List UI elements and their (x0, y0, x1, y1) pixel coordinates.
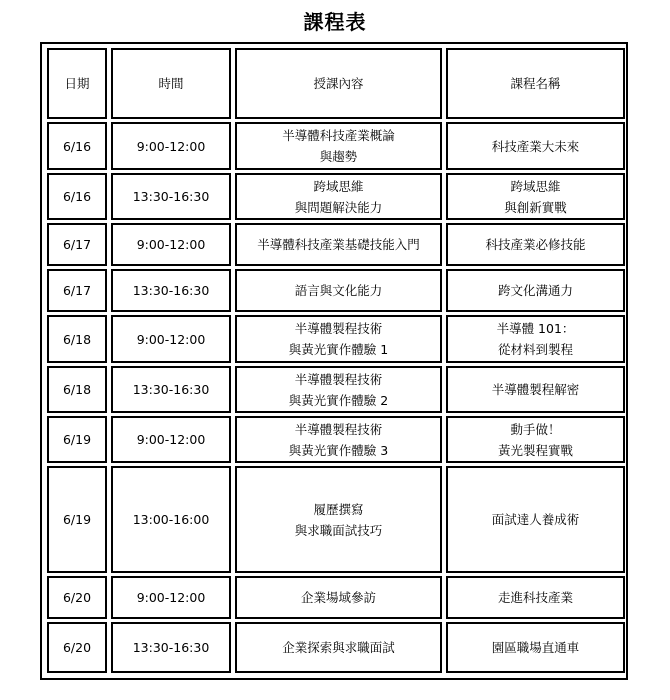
date-cell: 6/19 (47, 466, 107, 573)
table-row (47, 122, 625, 170)
date-cell: 6/18 (47, 315, 107, 363)
header-course: 課程名稱 (446, 48, 625, 119)
table-row (47, 576, 625, 619)
course-cell (446, 223, 625, 266)
course-cell (446, 269, 625, 312)
content-cell-line: 與黃光實作體驗 2 (288, 392, 389, 408)
content-cell-line: 跨域思維 (313, 178, 364, 194)
content-cell-line: 與問題解決能力 (294, 199, 383, 215)
time-cell: 13:30-16:30 (111, 173, 231, 220)
time-cell: 9:00-12:00 (111, 315, 231, 363)
content-cell-line: 與求職面試技巧 (294, 522, 383, 538)
course-cell-line: 面試達人養成術 (491, 512, 580, 527)
date-cell: 6/17 (47, 269, 107, 312)
header-time: 時間 (111, 48, 231, 119)
date-cell: 6/20 (47, 576, 107, 619)
content-cell (235, 315, 442, 363)
time-cell: 13:30-16:30 (111, 269, 231, 312)
table-row (47, 269, 625, 312)
course-cell-line: 跨域思維 (510, 178, 561, 194)
course-cell-line: 科技產業必修技能 (485, 237, 586, 252)
time-cell: 13:30-16:30 (111, 622, 231, 673)
course-cell-line: 與創新實戰 (504, 199, 567, 215)
content-cell-line: 半導體製程技術 (294, 371, 383, 387)
course-cell-line: 從材料到製程 (497, 342, 573, 357)
content-cell-line: 與趨勢 (319, 149, 358, 164)
content-cell-line: 半導體製程技術 (294, 321, 383, 336)
content-cell (235, 416, 442, 463)
date-cell: 6/19 (47, 416, 107, 463)
date-cell: 6/20 (47, 622, 107, 673)
content-cell-line: 半導體科技產業基礎技能入門 (257, 237, 420, 252)
content-cell-line: 企業場域參訪 (300, 590, 376, 605)
header-date: 日期 (47, 48, 107, 119)
course-cell (446, 416, 625, 463)
table-row (47, 315, 625, 363)
date-cell: 6/18 (47, 366, 107, 413)
time-cell: 13:00-16:00 (111, 466, 231, 573)
header-content: 授課內容 (235, 48, 442, 119)
course-cell (446, 576, 625, 619)
content-cell (235, 466, 442, 573)
course-cell-line: 園區職場直通車 (491, 640, 580, 655)
time-cell: 9:00-12:00 (111, 223, 231, 266)
content-cell (235, 173, 442, 220)
time-cell: 9:00-12:00 (111, 416, 231, 463)
date-cell: 6/16 (47, 173, 107, 220)
table-row (47, 366, 625, 413)
course-cell-line: 黃光製程實戰 (497, 442, 573, 458)
course-cell-line: 半導體 101： (496, 321, 575, 336)
table-row (47, 466, 625, 573)
course-cell-line: 跨文化溝通力 (497, 283, 573, 298)
content-cell (235, 122, 442, 170)
header-row (47, 48, 625, 119)
content-cell-line: 與黃光實作體驗 3 (288, 442, 389, 458)
course-cell-line: 走進科技產業 (497, 590, 573, 605)
content-cell (235, 269, 442, 312)
content-cell (235, 622, 442, 673)
date-cell: 6/17 (47, 223, 107, 266)
course-cell (446, 122, 625, 170)
course-cell (446, 315, 625, 363)
time-cell: 9:00-12:00 (111, 122, 231, 170)
content-cell-line: 語言與文化能力 (294, 283, 383, 298)
table-row (47, 416, 625, 463)
content-cell (235, 366, 442, 413)
content-cell-line: 企業探索與求職面試 (282, 640, 395, 655)
content-cell-line: 半導體科技產業概論 (282, 128, 395, 143)
course-cell (446, 466, 625, 573)
time-cell: 13:30-16:30 (111, 366, 231, 413)
content-cell-line: 半導體製程技術 (294, 421, 383, 437)
table-row (47, 223, 625, 266)
date-cell: 6/16 (47, 122, 107, 170)
content-cell (235, 223, 442, 266)
time-cell: 9:00-12:00 (111, 576, 231, 619)
table-row (47, 173, 625, 220)
page-title: 課程表 (303, 10, 367, 34)
content-cell-line: 與黃光實作體驗 1 (288, 342, 389, 357)
course-cell-line: 動手做！ (510, 421, 561, 437)
course-cell (446, 173, 625, 220)
course-cell (446, 622, 625, 673)
table-row (47, 622, 625, 673)
content-cell-line: 履歷撰寫 (313, 501, 364, 517)
content-cell (235, 576, 442, 619)
course-cell (446, 366, 625, 413)
schedule-table (43, 45, 629, 676)
course-cell-line: 科技產業大未來 (491, 138, 580, 154)
course-cell-line: 半導體製程解密 (491, 382, 580, 397)
